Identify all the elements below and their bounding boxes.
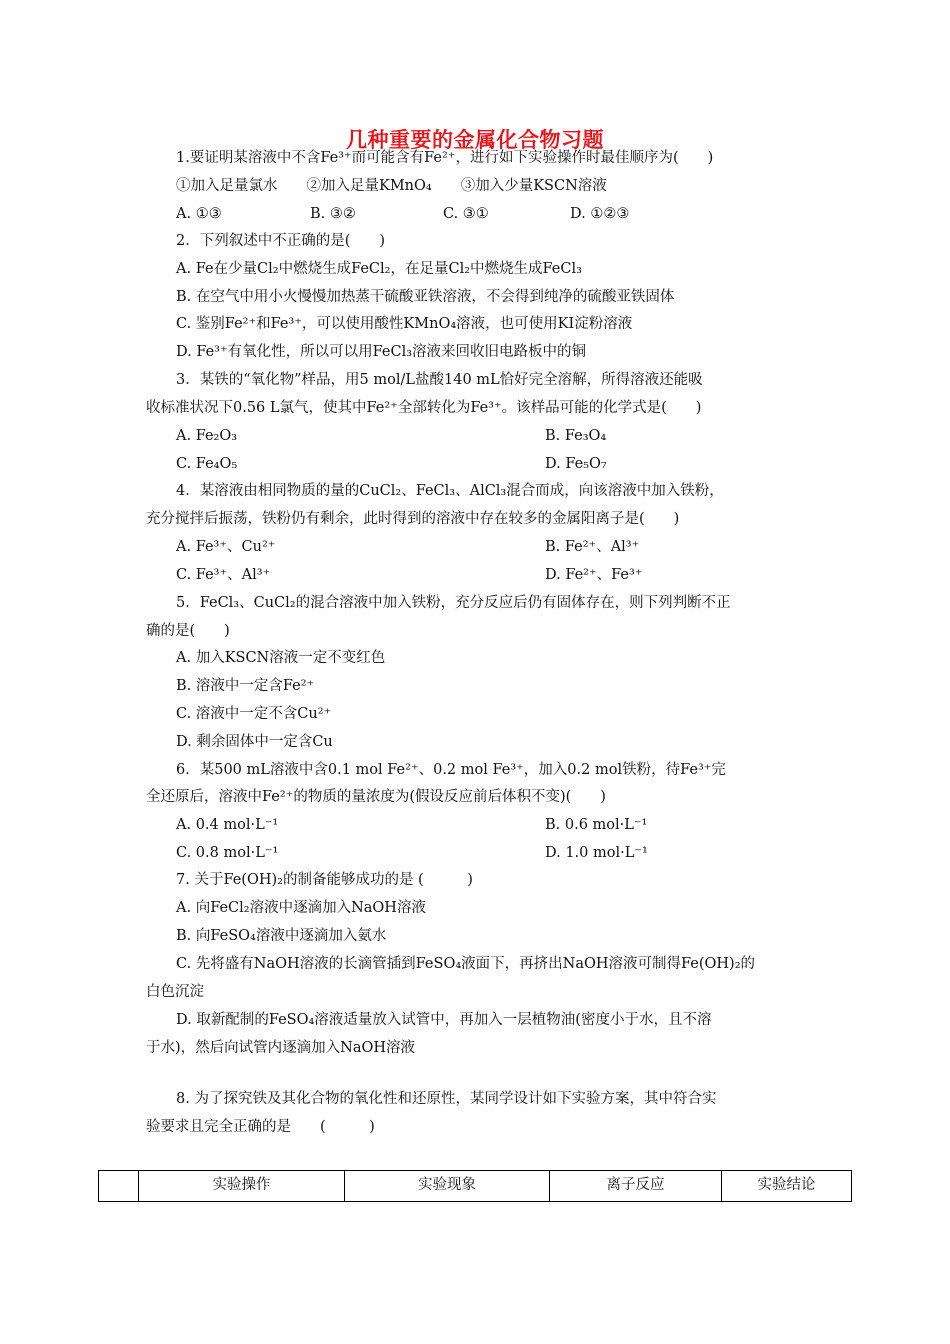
question-4-option-a: A. Fe³⁺、Cu²⁺	[176, 539, 276, 555]
table-header-operation: 实验操作	[139, 1171, 345, 1201]
question-1-option-c: C. ③①	[443, 206, 489, 222]
question-4-line-1: 4．某溶液由相同物质的量的CuCl₂、FeCl₃、AlCl₃混合而成，向该溶液中加入铁粉，	[176, 483, 724, 499]
question-1-option-d: D. ①②③	[570, 206, 630, 222]
question-4-option-c: C. Fe³⁺、Al³⁺	[176, 567, 271, 583]
question-4-option-b: B. Fe²⁺、Al³⁺	[545, 539, 640, 555]
question-5-option-b: B. 溶液中一定含Fe²⁺	[176, 678, 315, 694]
question-5-line-1: 5．FeCl₃、CuCl₂的混合溶液中加入铁粉，充分反应后仍有固体存在，则下列判断不正	[176, 595, 731, 611]
experiment-table	[98, 1170, 852, 1202]
question-2-option-b: B. 在空气中用小火慢慢加热蒸干硫酸亚铁溶液，不会得到纯净的硫酸亚铁固体	[176, 289, 675, 305]
question-8-line-1: 8. 为了探究铁及其化合物的氧化性和还原性，某同学设计如下实验方案，其中符合实	[176, 1091, 717, 1107]
question-1-option-a: A. ①③	[176, 206, 222, 222]
question-1-items: ①加入足量氯水 ②加入足量KMnO₄ ③加入少量KSCN溶液	[176, 178, 607, 194]
question-4-line-2: 充分搅拌后振荡，铁粉仍有剩余，此时得到的溶液中存在较多的金属阳离子是( )	[146, 511, 680, 527]
question-5-option-c: C. 溶液中一定不含Cu²⁺	[176, 706, 332, 722]
question-7-option-d-line-2: 于水)，然后向试管内逐滴加入NaOH溶液	[146, 1040, 416, 1056]
question-6-line-1: 6．某500 mL溶液中含0.1 mol Fe²⁺、0.2 mol Fe³⁺，加入0.2 mol铁粉，待Fe³⁺完	[176, 762, 726, 778]
question-3-line-2: 收标准状况下0.56 L氯气，使其中Fe²⁺全部转化为Fe³⁺。该样品可能的化学式是( )	[146, 400, 702, 416]
question-7: 7. 关于Fe(OH)₂的制备能够成功的是 ( )	[176, 872, 473, 888]
question-8-line-2: 验要求且完全正确的是 ( )	[146, 1119, 375, 1135]
question-3-option-b: B. Fe₃O₄	[545, 428, 607, 444]
question-7-option-a: A. 向FeCl₂溶液中逐滴加入NaOH溶液	[176, 900, 426, 916]
table-header-phenomenon: 实验现象	[345, 1171, 550, 1201]
question-7-option-c-line-1: C. 先将盛有NaOH溶液的长滴管插到FeSO₄液面下，再挤出NaOH溶液可制得Fe(OH)₂的	[176, 956, 756, 972]
question-3-option-d: D. Fe₅O₇	[545, 456, 607, 472]
table-header-blank	[99, 1171, 139, 1201]
question-7-option-d-line-1: D. 取新配制的FeSO₄溶液适量放入试管中，再加入一层植物油(密度小于水，且不溶	[176, 1012, 712, 1028]
question-3-option-a: A. Fe₂O₃	[176, 428, 238, 444]
table-header-ionic-reaction: 离子反应	[550, 1171, 722, 1201]
question-1-option-b: B. ③②	[310, 206, 356, 222]
question-7-option-c-line-2: 白色沉淀	[146, 984, 204, 1000]
table-header-conclusion: 实验结论	[757, 1177, 816, 1193]
question-2: 2．下列叙述中不正确的是( )	[176, 233, 386, 249]
question-7-option-b: B. 向FeSO₄溶液中逐滴加入氨水	[176, 928, 387, 944]
question-6-line-2: 全还原后，溶液中Fe²⁺的物质的量浓度为(假设反应前后体积不变)( )	[146, 789, 606, 805]
question-2-option-c: C. 鉴别Fe²⁺和Fe³⁺，可以使用酸性KMnO₄溶液，也可使用KI淀粉溶液	[176, 316, 633, 332]
question-5-option-a: A. 加入KSCN溶液一定不变红色	[176, 650, 386, 666]
question-6-option-a: A. 0.4 mol·L⁻¹	[176, 817, 279, 833]
question-4-option-d: D. Fe²⁺、Fe³⁺	[545, 567, 643, 583]
question-6-option-c: C. 0.8 mol·L⁻¹	[176, 845, 279, 861]
question-3-line-1: 3．某铁的“氧化物”样品，用5 mol/L盐酸140 mL恰好完全溶解，所得溶液还能吸	[176, 372, 703, 388]
question-6-option-d: D. 1.0 mol·L⁻¹	[545, 845, 648, 861]
question-2-option-a: A. Fe在少量Cl₂中燃烧生成FeCl₂，在足量Cl₂中燃烧生成FeCl₃	[176, 261, 582, 277]
question-3-option-c: C. Fe₄O₅	[176, 456, 238, 472]
question-2-option-d: D. Fe³⁺有氧化性，所以可以用FeCl₃溶液来回收旧电路板中的铜	[176, 344, 587, 360]
question-5-option-d: D. 剩余固体中一定含Cu	[176, 734, 333, 750]
question-6-option-b: B. 0.6 mol·L⁻¹	[545, 817, 648, 833]
question-1: 1.要证明某溶液中不含Fe³⁺而可能含有Fe²⁺，进行如下实验操作时最佳顺序为( )	[176, 150, 714, 166]
page-title: 几种重要的金属化合物习题	[346, 128, 604, 152]
question-5-line-2: 确的是( )	[146, 623, 230, 639]
